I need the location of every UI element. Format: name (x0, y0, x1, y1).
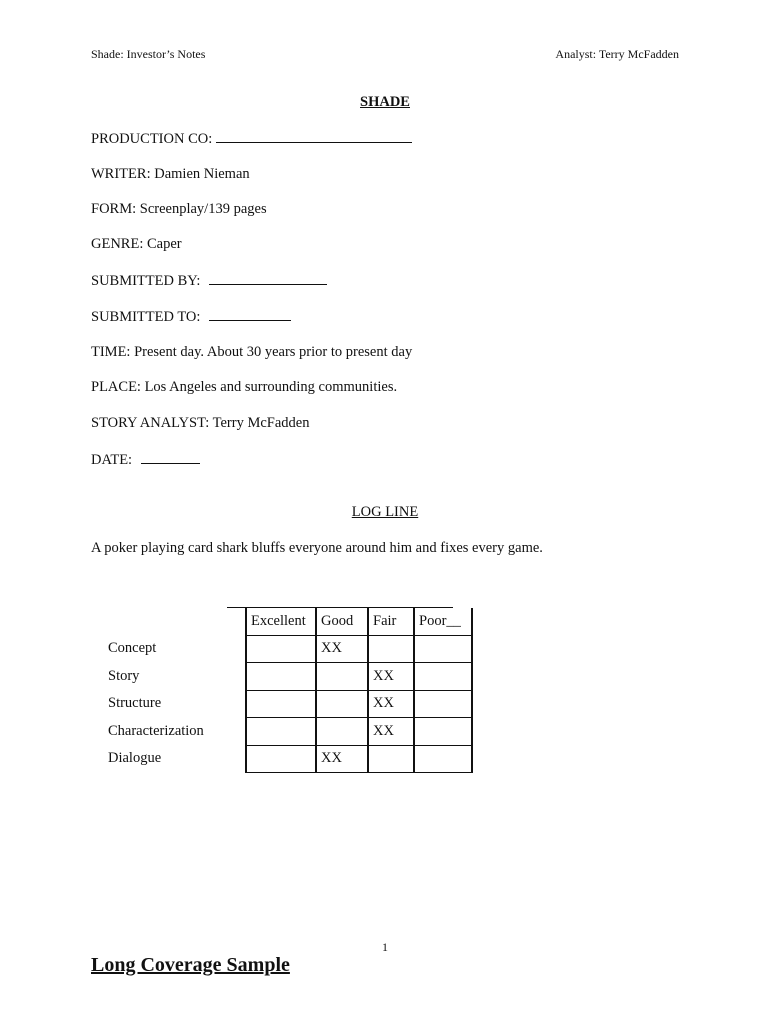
submitted-by-blank (209, 272, 327, 285)
logline-heading: LOG LINE (351, 504, 419, 520)
rating-cell: XX (368, 663, 414, 691)
rating-cell (246, 745, 316, 773)
rating-row-label: Structure (108, 695, 162, 712)
rating-cell (414, 690, 472, 718)
header-left: Shade: Investor’s Notes (91, 47, 206, 61)
rating-cell (368, 745, 414, 773)
rating-row-characterization (91, 718, 472, 746)
col-header-poor: Poor__ (414, 608, 472, 635)
rating-row-dialogue (91, 745, 472, 773)
rating-cell: XX (368, 718, 414, 746)
logline-text: A poker playing card shark bluffs everyone around him and fixes every game. (91, 540, 543, 556)
field-form: FORM: Screenplay/139 pages (91, 201, 267, 217)
rating-cell: XX (368, 690, 414, 718)
field-writer: WRITER: Damien Nieman (91, 166, 250, 182)
rating-cell: XX (316, 635, 368, 663)
rating-cell (414, 663, 472, 691)
rating-cell (316, 690, 368, 718)
col-header-fair: Fair (368, 608, 414, 635)
field-production-co (91, 130, 412, 148)
col-header-excellent: Excellent (246, 608, 316, 635)
rating-row-label: Concept (108, 640, 157, 657)
ratings-corner (91, 608, 246, 635)
rating-cell (414, 718, 472, 746)
rating-cell (316, 663, 368, 691)
ratings-header-row (91, 608, 472, 635)
field-submitted-to-label: SUBMITTED TO: (91, 309, 201, 325)
field-time: TIME: Present day. About 30 years prior to present day (91, 344, 413, 360)
ratings-table (91, 608, 473, 773)
rating-row-concept (91, 635, 472, 663)
rating-row-label: Characterization (108, 722, 204, 739)
field-genre: GENRE: Caper (91, 236, 182, 252)
rating-cell (316, 718, 368, 746)
rating-row-story (91, 663, 472, 691)
field-submitted-by-label: SUBMITTED BY: (91, 273, 201, 289)
rating-row-label: Story (108, 667, 140, 684)
field-submitted-by (91, 272, 327, 290)
document-title: SHADE (360, 94, 410, 110)
rating-cell (246, 718, 316, 746)
date-blank (141, 451, 200, 464)
col-header-good: Good (316, 608, 368, 635)
header-right: Analyst: Terry McFadden (555, 47, 679, 61)
rating-cell (246, 663, 316, 691)
rating-cell (414, 745, 472, 773)
rating-row-structure (91, 690, 472, 718)
production-co-blank (216, 130, 412, 143)
field-place: PLACE: Los Angeles and surrounding communities. (91, 379, 398, 395)
field-production-co-label: PRODUCTION CO: (91, 131, 213, 147)
field-submitted-to (91, 308, 291, 326)
rating-cell (246, 690, 316, 718)
rating-cell (414, 635, 472, 663)
field-story-analyst: STORY ANALYST: Terry McFadden (91, 415, 310, 431)
submitted-to-blank (209, 308, 291, 321)
rating-cell (368, 635, 414, 663)
field-date-label: DATE: (91, 452, 133, 468)
footer-title: Long Coverage Sample (91, 954, 290, 976)
rating-cell: XX (316, 745, 368, 773)
rating-row-label: Dialogue (108, 750, 162, 767)
rating-cell (246, 635, 316, 663)
page-number: 1 (382, 940, 388, 954)
field-date (91, 451, 200, 469)
